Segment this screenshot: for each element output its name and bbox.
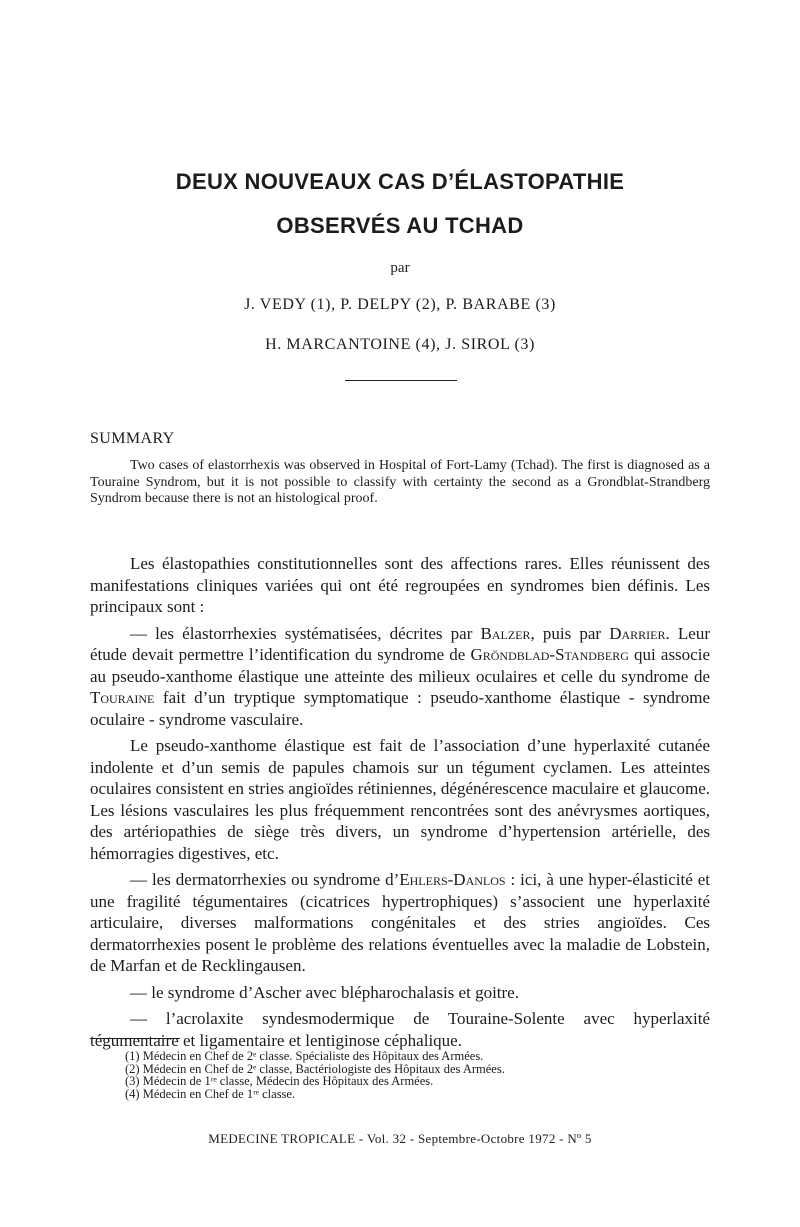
body-paragraph-3: Le pseudo-xanthome élastique est fait de l’association d’une hyperlaxité cutanée indolente et d’un semis de papules chamois sur un tégument cyclamen. Les atteintes oculaires consistent en stries angioïdes rétiniennes, dégénérescence maculaire et glaucome. Les lésions vasculaires les plus fréquemment rencontrées sont des anévrysmes aortiques, des artériopathies de siège très divers, un syndrome d’hypertension artérielle, des hémorragies digestives, etc.	[90, 736, 710, 863]
author-name-grondblad: Gröndblad-Standberg	[470, 645, 629, 664]
summary-block	[90, 458, 710, 508]
authors-line-1: J. VEDY (1), P. DELPY (2), P. BARABE (3)	[244, 296, 556, 313]
footnote-divider	[90, 1038, 180, 1039]
body-paragraph-2: — les élastorrhexies systématisées, décrites par Balzer, puis par Darrier. Leur étude devait permettre l’identification du syndrome de Gröndblad-Standberg qui associe au pseudo-xanthome élastique une atteinte des milieux oculaires et celle du syndrome de Touraine fait d’un tryptique symptomatique : pseudo-xanthome élastique - syndrome oculaire - syndrome vasculaire.	[90, 623, 710, 729]
authors-line-2: H. MARCANTOINE (4), J. SIROL (3)	[265, 336, 535, 353]
author-name-touraine: Touraine	[90, 688, 155, 707]
footnote-1: (1) Médecin en Chef de 2ᵉ classe. Spécialiste des Hôpitaux des Armées.	[125, 1049, 484, 1063]
footnote-3: (3) Médecin de 1ʳᵉ classe, Médecin des Hôpitaux des Armées.	[125, 1074, 434, 1088]
title-divider	[345, 380, 457, 381]
author-name-balzer: Balzer	[480, 623, 531, 643]
body-paragraph-6: — l’acrolaxite syndesmodermique de Touraine-Solente avec hyperlaxité tégumentaire et ligamentaire et lentiginose céphalique.	[90, 1009, 710, 1050]
footnote-2: (2) Médecin en Chef de 2ᵉ classe, Bactériologiste des Hôpitaux des Armées.	[125, 1061, 505, 1076]
journal-footer: MEDECINE TROPICALE - Vol. 32 - Septembre-Octobre 1972 - Nº 5	[208, 1131, 592, 1146]
body-paragraph-1: Les élastopathies constitutionnelles sont des affections rares. Elles réunissent des manifestations cliniques variées qui ont été regroupées en syndromes bien définis. Les principaux sont :	[90, 554, 710, 616]
summary-text: Two cases of elastorrhexis was observed in Hospital of Fort-Lamy (Tchad). The first is diagnosed as a Touraine Syndrom, but it is not possible to classify with certainty the second as a Grondblat-Strandberg Syndrom because there is not an histological proof.	[90, 458, 710, 506]
footnotes	[125, 1050, 505, 1100]
article-title-line-2: OBSERVÉS AU TCHAD	[276, 213, 524, 238]
body-paragraph-4: — les dermatorrhexies ou syndrome d’Ehlers-Danlos : ici, à une hyper-élasticité et une fragilité tégumentaires (cicatrices hypertrophiques) s’associent une hyperlaxité articulaire, diverses malformations congénitales et des stries angioïdes. Ces dermatorrhexies posent le problème des relations éventuelles avec la maladie de Lobstein, de Marfan et de Recklingausen.	[90, 870, 710, 975]
body-paragraph-5: — le syndrome d’Ascher avec blépharochalasis et goitre.	[130, 982, 519, 1002]
footnote-4: (4) Médecin en Chef de 1ʳᵉ classe.	[125, 1086, 296, 1101]
article-title-line-1: DEUX NOUVEAUX CAS D’ÉLASTOPATHIE	[175, 169, 625, 194]
article-body	[90, 553, 710, 1056]
byline-par: par	[390, 260, 410, 276]
author-name-ehlers-danlos: Ehlers-Danlos	[399, 870, 506, 889]
summary-heading: SUMMARY	[90, 430, 175, 447]
author-name-darrier: Darrier	[609, 623, 666, 643]
